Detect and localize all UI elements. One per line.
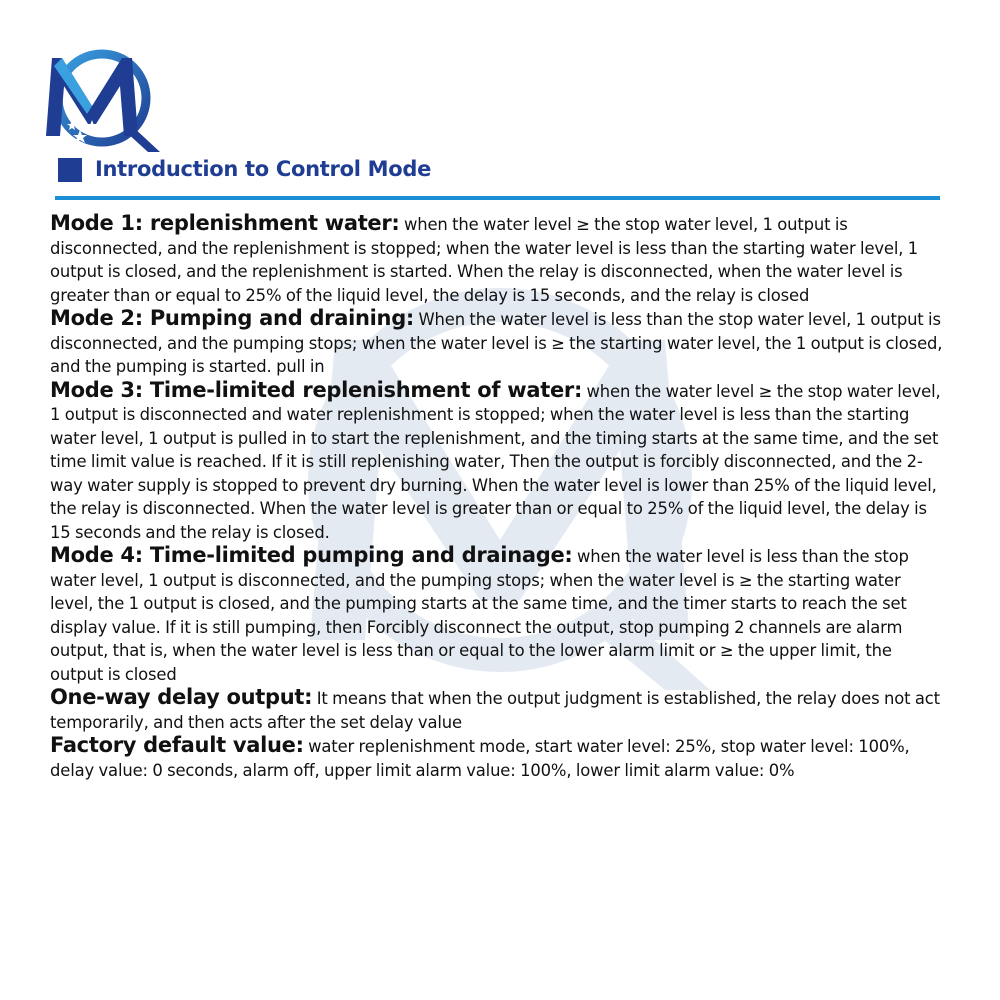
- mode-4-section: [50, 544, 945, 686]
- mode-1-text: when the water level ≥ the stop water level, 1 output is disconnected, and the replenishment is stopped; when the water level is less than the starting water level, 1 output is closed, and the replenishment is started. When the relay is disconnected, when the water level is greater than or equal to 25% of the liquid level, the delay is 15 seconds, and the relay is closed: [50, 215, 919, 305]
- delay-output-text: It means that when the output judgment is established, the relay does not act temporarily, and then acts after the set delay value: [50, 689, 940, 732]
- brand-logo: [40, 40, 165, 155]
- header-square-icon: [58, 158, 82, 182]
- factory-default-section: [50, 734, 945, 782]
- mode-3-title: Mode 3: Time-limited replenishment of water:: [50, 377, 583, 402]
- mode-2-text: When the water level is less than the stop water level, 1 output is disconnected, and the pumping stops; when the water level is ≥ the starting water level, the 1 output is closed, and the pumping is started. pull in: [50, 310, 943, 376]
- mode-2-title: Mode 2: Pumping and draining:: [50, 306, 415, 330]
- mode-1-title: Mode 1: replenishment water:: [50, 211, 400, 235]
- factory-default-title: Factory default value:: [50, 733, 304, 757]
- factory-default-text: water replenishment mode, start water level: 25%, stop water level: 100%, delay value: 0 seconds, alarm off, upper limit alarm value: 100%, lower limit alarm value: 0%: [50, 737, 910, 780]
- mode-4-text: when the water level is less than the stop water level, 1 output is disconnected, and the pumping stops; when the water level is ≥ the starting water level, the 1 output is closed, and the pumping starts at the same time, and the timer starts to reach the set display value. If it is still pumping, then Forcibly disconnect the output, stop pumping 2 channels are alarm output, that is, when the water level is less than or equal to the lower alarm limit or ≥ the upper limit, the output is closed: [50, 547, 909, 684]
- delay-output-section: [50, 686, 945, 734]
- mode-3-section: [50, 379, 945, 545]
- mode-4-title: Mode 4: Time-limited pumping and drainage:: [50, 543, 573, 567]
- mode-1-section: [50, 212, 945, 307]
- delay-output-title: One-way delay output:: [50, 685, 313, 709]
- page-title: Introduction to Control Mode: [95, 157, 432, 181]
- mode-2-section: [50, 307, 945, 379]
- mode-descriptions: [50, 212, 945, 782]
- mode-3-text: when the water level ≥ the stop water level, 1 output is disconnected and water replenishment is stopped; when the water level is less than the starting water level, 1 output is pulled in to start the replenishment, and the timing starts at the same time, and the set time limit value is reached. If it is still replenishing water, Then the output is forcibly disconnected, and the 2-way water supply is stopped to prevent dry burning. When the water level is lower than 25% of the liquid level, the relay is disconnected. When the water level is greater than or equal to 25% of the liquid level, the delay is 15 seconds and the relay is closed.: [50, 381, 941, 542]
- header-divider: [55, 196, 940, 200]
